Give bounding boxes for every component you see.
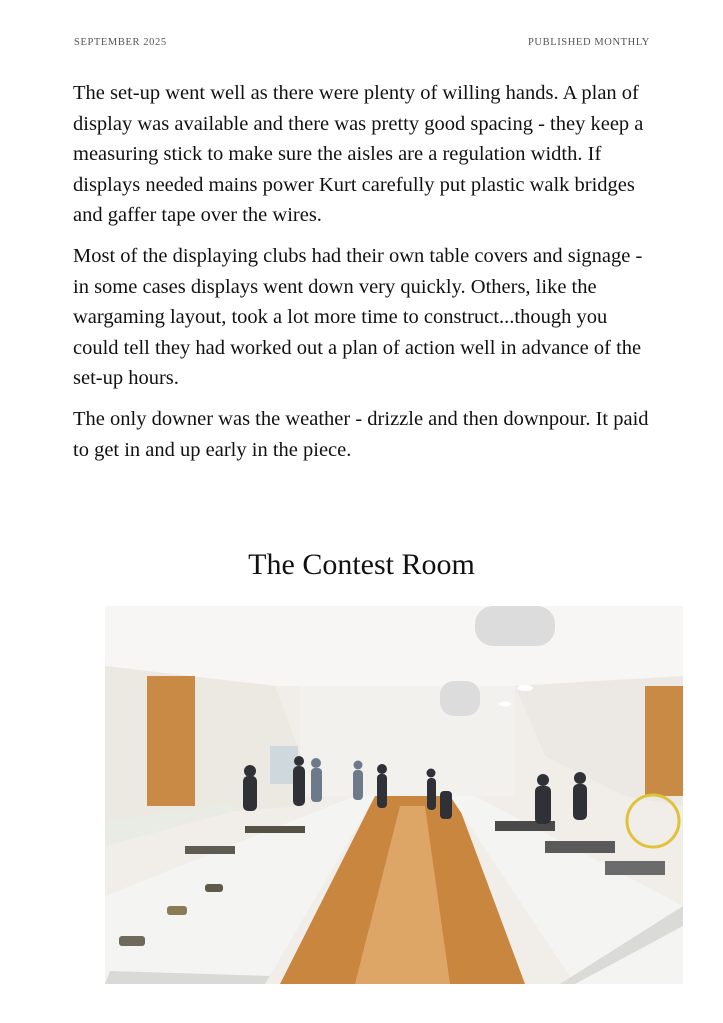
paragraph: The only downer was the weather - drizzle and then downpour. It paid to get in and up early in the piece. — [73, 407, 649, 461]
article-body — [73, 78, 653, 475]
page-header — [74, 37, 650, 48]
paragraph: The set-up went well as there were plenty of willing hands. A plan of display was available and there was pretty good spacing - they keep a measuring stick to make sure the aisles are a regulation width. If displays needed mains power Kurt carefully put plastic walk bridges and gaffer tape over the wires. — [73, 82, 644, 227]
section-title: The Contest Room — [248, 548, 475, 581]
header-date: SEPTEMBER 2025 — [74, 37, 167, 48]
paragraph: Most of the displaying clubs had their own table covers and signage - in some cases displays went down very quickly. Others, like the wargaming layout, took a lot more time to construct...though you could tell they had worked out a plan of action well in advance of the set-up hours. — [73, 244, 643, 390]
photo-illustration — [105, 606, 683, 984]
header-frequency: PUBLISHED MONTHLY — [527, 37, 650, 48]
contest-room-photo — [105, 606, 683, 984]
